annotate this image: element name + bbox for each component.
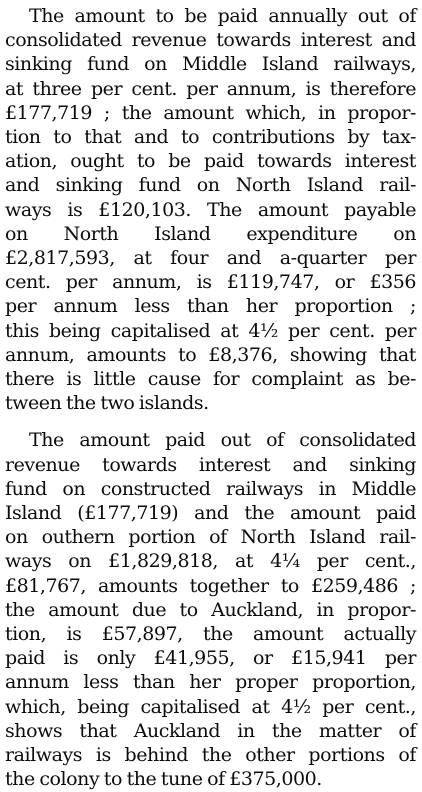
text-line: the amount due to Auckland, in propor- [5, 598, 416, 621]
text-line: annum, amounts to £8,376, showing that [5, 343, 416, 366]
text-line: consolidated revenue towards interest and [5, 29, 416, 52]
text-line: annum less than her proper proportion, [5, 671, 416, 694]
text-line: there is little cause for complaint as be- [5, 368, 416, 391]
text-line: Island (£177,719) and the amount paid [5, 502, 416, 525]
text-line: The amount paid out of consolidated [29, 429, 416, 452]
text-line: tion, is £57,897, the amount actually [5, 623, 416, 646]
text-line: sinking fund on Middle Island railways, [5, 53, 416, 76]
text-line: paid is only £41,955, or £15,941 per [5, 647, 416, 670]
text-line: £2,817,593, at four and a-quarter per [5, 247, 416, 270]
text-line: shows that Auckland in the matter of [5, 719, 416, 742]
text-line: ways on £1,829,818, at 4¼ per cent., [5, 550, 416, 573]
text-line: per annum less than her proportion ; [5, 295, 416, 318]
paragraph-gap [5, 415, 416, 428]
text-line: this being capitalised at 4½ per cent. per [5, 319, 416, 342]
text-line: on North Island expenditure on [5, 222, 416, 245]
text-line: which, being capitalised at 4½ per cent., [5, 695, 416, 718]
text-line: and sinking fund on North Island rail- [5, 174, 416, 197]
text-line: railways is behind the other portions of [5, 744, 416, 767]
text-line: ways is £120,103. The amount payable [5, 198, 416, 221]
text-line: the colony to the tune of £375,000. [5, 768, 322, 791]
text-line: on outhern portion of North Island rail- [5, 526, 416, 549]
text-line: £81,767, amounts together to £259,486 ; [5, 574, 416, 597]
paragraph-1 [5, 4, 416, 415]
text-line: tion to that and to contributions by tax- [5, 126, 416, 149]
paragraph-2 [5, 428, 416, 791]
text-line: at three per cent. per annum, is therefore [5, 77, 416, 100]
text-line: cent. per annum, is £119,747, or £356 [5, 271, 416, 294]
text-line: The amount to be paid annually out of [29, 5, 416, 27]
text-line: tween the two islands. [5, 392, 209, 415]
text-line: £177,719 ; the amount which, in propor- [5, 101, 416, 124]
text-line: ation, ought to be paid towards interest [5, 150, 416, 173]
text-line: fund on constructed railways in Middle [5, 477, 416, 500]
text-line: revenue towards interest and sinking [5, 453, 416, 476]
